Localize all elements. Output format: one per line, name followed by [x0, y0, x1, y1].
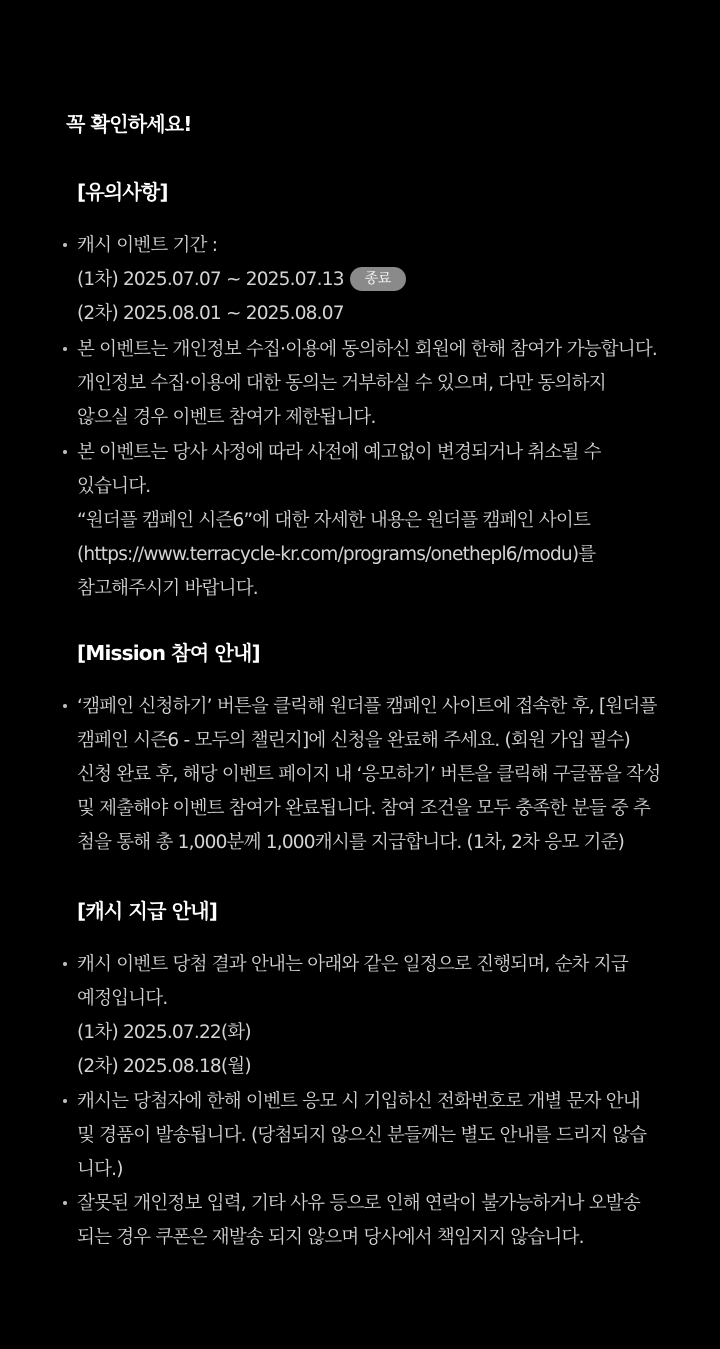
list-item-line: 캐시 이벤트 기간 :	[77, 235, 218, 256]
status-badge: 종료	[350, 267, 406, 291]
list-item-line: (2차) 2025.08.18(월)	[77, 1056, 251, 1077]
bullet-dot-icon	[63, 450, 67, 454]
bullet-dot-icon	[63, 1099, 67, 1103]
list-item-line: 첨을 통해 총 1,000분께 1,000캐시를 지급합니다. (1차, 2차 응모 기준)	[77, 832, 625, 853]
list-item-line: 참고해주시기 바랍니다.	[77, 578, 258, 599]
list-item-line: 본 이벤트는 당사 사정에 따라 사전에 예고없이 변경되거나 취소될 수	[77, 442, 601, 463]
list-item-line: 캠페인 시즌6 - 모두의 챌린지]에 신청을 완료해 주세요. (회원 가입 필수)	[77, 730, 630, 751]
list-item-line: 캐시 이벤트 당첨 결과 안내는 아래와 같은 일정으로 진행되며, 순차 지급	[77, 954, 628, 975]
list-item-line: “원더플 캠페인 시즌6”에 대한 자세한 내용은 원더플 캠페인 사이트	[77, 510, 591, 531]
period-text: (1차) 2025.07.07 ~ 2025.07.13	[77, 269, 344, 290]
list-item-line: 본 이벤트는 개인정보 수집·이용에 동의하신 회원에 한해 참여가 가능합니다.	[77, 339, 658, 360]
list-item-line: 및 경품이 발송됩니다. (당첨되지 않으신 분들께는 별도 안내를 드리지 않습	[77, 1125, 647, 1146]
list-item-line: (1차) 2025.07.22(화)	[77, 1022, 251, 1043]
bullet-dot-icon	[63, 347, 67, 351]
list-item-line: 및 제출해야 이벤트 참여가 완료됩니다. 참여 조건을 모두 충족한 분들 중 추	[77, 798, 651, 819]
campaign-url-line: (https://www.terracycle-kr.com/programs/onethepl6/modu)를	[77, 544, 596, 565]
page-title: 꼭 확인하세요!	[66, 112, 192, 136]
list-item-line: 개인정보 수집·이용에 대한 동의는 거부하실 수 있으며, 다만 동의하지	[77, 373, 606, 394]
bullet-dot-icon	[63, 243, 67, 247]
list-item-line: (2차) 2025.08.01 ~ 2025.08.07	[77, 303, 344, 324]
section-title: [Mission 참여 안내]	[77, 641, 260, 665]
list-item-line: 있습니다.	[77, 476, 151, 497]
list-item-line: 예정입니다.	[77, 988, 168, 1009]
list-item-line: ‘캠페인 신청하기’ 버튼을 클릭해 원더플 캠페인 사이트에 접속한 후, [원더플	[77, 696, 657, 717]
list-item-line: 잘못된 개인정보 입력, 기타 사유 등으로 인해 연락이 불가능하거나 오발송	[77, 1193, 640, 1214]
list-item-line: 않으실 경우 이벤트 참여가 제한됩니다.	[77, 407, 376, 428]
section-title: [캐시 지급 안내]	[77, 899, 218, 923]
list-item-line	[77, 263, 406, 296]
bullet-dot-icon	[63, 704, 67, 708]
list-item-line: 캐시는 당첨자에 한해 이벤트 응모 시 기입하신 전화번호로 개별 문자 안내	[77, 1091, 640, 1112]
bullet-dot-icon	[63, 1201, 67, 1205]
list-item-line: 되는 경우 쿠폰은 재발송 되지 않으며 당사에서 책임지지 않습니다.	[77, 1227, 584, 1248]
list-item-line: 신청 완료 후, 해당 이벤트 페이지 내 ‘응모하기’ 버튼을 클릭해 구글폼을 작성	[77, 764, 661, 785]
bullet-dot-icon	[63, 962, 67, 966]
section-title: [유의사항]	[77, 180, 168, 204]
list-item-line: 니다.)	[77, 1159, 123, 1180]
